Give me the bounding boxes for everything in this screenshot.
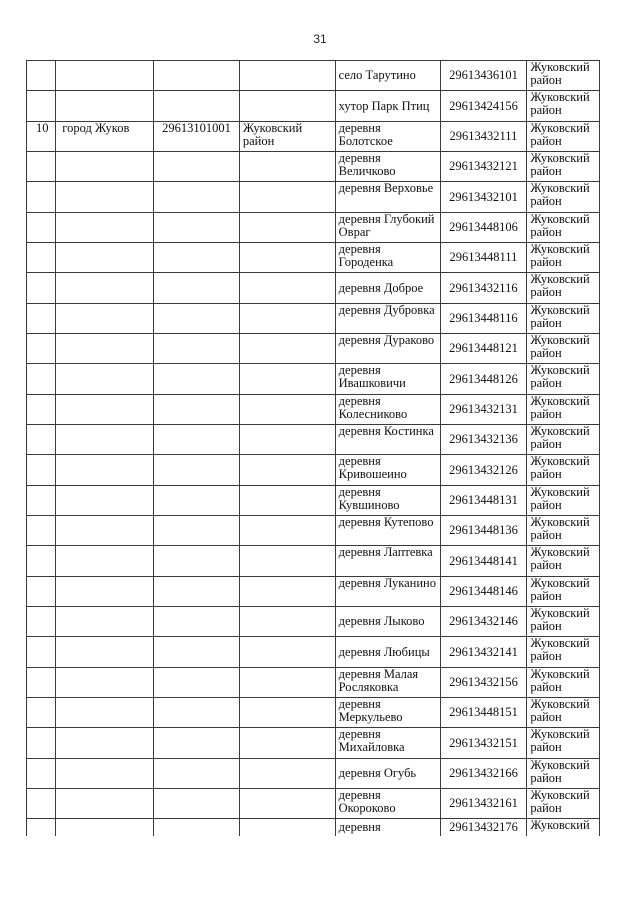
district-cell: Жуковский район (527, 789, 600, 819)
district-cell: Жуковский район (527, 728, 600, 759)
municipality-district-cell (239, 455, 335, 486)
municipality-cell (56, 61, 154, 91)
table-row (27, 91, 600, 122)
settlement-cell: деревня Верховье (335, 182, 440, 213)
row-number-cell (27, 607, 56, 637)
municipality-cell (56, 546, 154, 577)
row-number-cell (27, 304, 56, 334)
district-cell: Жуковский район (527, 364, 600, 395)
table-row (27, 668, 600, 698)
oktmo-cell: 29613432131 (440, 395, 527, 425)
row-number-cell (27, 243, 56, 273)
row-number-cell (27, 819, 56, 837)
municipality-district-cell (239, 577, 335, 607)
row-number-cell (27, 91, 56, 122)
district-cell: Жуковский район (527, 516, 600, 546)
district-cell: Жуковский район (527, 759, 600, 789)
oktmo-cell: 29613448151 (440, 698, 527, 728)
oktmo-cell: 29613448121 (440, 334, 527, 364)
settlement-cell: деревня Огубь (335, 759, 440, 789)
settlement-cell: деревня Луканино (335, 577, 440, 607)
district-cell: Жуковский район (527, 91, 600, 122)
municipality-cell (56, 759, 154, 789)
municipality-oktmo-cell (154, 668, 240, 698)
municipality-oktmo-cell (154, 182, 240, 213)
row-number-cell (27, 364, 56, 395)
municipality-district-cell (239, 182, 335, 213)
row-number-cell (27, 152, 56, 182)
settlement-cell: хутор Парк Птиц (335, 91, 440, 122)
municipality-cell (56, 728, 154, 759)
municipality-cell (56, 668, 154, 698)
municipality-district-cell (239, 304, 335, 334)
district-cell: Жуковский район (527, 546, 600, 577)
municipality-district-cell (239, 668, 335, 698)
row-number-cell (27, 516, 56, 546)
municipality-district-cell (239, 759, 335, 789)
municipality-oktmo-cell (154, 455, 240, 486)
district-cell: Жуковский район (527, 304, 600, 334)
table-row (27, 273, 600, 304)
municipality-cell (56, 91, 154, 122)
oktmo-cell: 29613448136 (440, 516, 527, 546)
row-number-cell (27, 577, 56, 607)
municipality-oktmo-cell (154, 819, 240, 837)
oktmo-cell: 29613432156 (440, 668, 527, 698)
district-cell: Жуковский район (527, 152, 600, 182)
municipality-district-cell (239, 728, 335, 759)
settlement-cell: деревня (335, 819, 440, 837)
table-row (27, 395, 600, 425)
settlement-cell: деревня Дураково (335, 334, 440, 364)
settlement-cell: деревня Лаптевка (335, 546, 440, 577)
municipality-district-cell (239, 607, 335, 637)
row-number-cell (27, 182, 56, 213)
row-number-cell (27, 455, 56, 486)
municipality-cell (56, 637, 154, 668)
municipality-cell (56, 425, 154, 455)
municipality-oktmo-cell (154, 789, 240, 819)
municipality-oktmo-cell (154, 486, 240, 516)
district-cell: Жуковский район (527, 182, 600, 213)
municipality-oktmo-cell (154, 91, 240, 122)
municipality-cell (56, 304, 154, 334)
municipality-oktmo-cell (154, 637, 240, 668)
oktmo-cell: 29613432176 (440, 819, 527, 837)
settlement-cell: деревня Лыково (335, 607, 440, 637)
oktmo-cell: 29613448116 (440, 304, 527, 334)
municipality-cell (56, 607, 154, 637)
settlement-cell: деревня Кувшиново (335, 486, 440, 516)
row-number-cell (27, 486, 56, 516)
district-cell: Жуковский район (527, 698, 600, 728)
oktmo-cell: 29613432146 (440, 607, 527, 637)
district-cell: Жуковский район (527, 425, 600, 455)
municipality-cell (56, 152, 154, 182)
table-row (27, 577, 600, 607)
municipality-oktmo-cell (154, 698, 240, 728)
district-cell: Жуковский район (527, 455, 600, 486)
oktmo-cell: 29613432116 (440, 273, 527, 304)
municipality-district-cell (239, 91, 335, 122)
settlement-cell: село Тарутино (335, 61, 440, 91)
municipality-cell (56, 273, 154, 304)
municipality-cell (56, 516, 154, 546)
municipality-oktmo-cell (154, 759, 240, 789)
table-row (27, 546, 600, 577)
table-row (27, 213, 600, 243)
district-cell: Жуковский район (527, 334, 600, 364)
oktmo-cell: 29613432141 (440, 637, 527, 668)
row-number-cell (27, 698, 56, 728)
table-row (27, 486, 600, 516)
table-row (27, 243, 600, 273)
district-cell: Жуковский район (527, 637, 600, 668)
municipality-oktmo-cell (154, 213, 240, 243)
settlement-cell: деревня Меркульево (335, 698, 440, 728)
municipality-district-cell (239, 273, 335, 304)
municipality-district-cell (239, 516, 335, 546)
row-number-cell (27, 668, 56, 698)
oktmo-cell: 29613448141 (440, 546, 527, 577)
municipality-oktmo-cell (154, 607, 240, 637)
municipality-cell (56, 819, 154, 837)
district-cell: Жуковский район (527, 213, 600, 243)
oktmo-cell: 29613424156 (440, 91, 527, 122)
table-row (27, 152, 600, 182)
municipality-district-cell (239, 789, 335, 819)
row-number-cell (27, 273, 56, 304)
municipality-district-cell (239, 546, 335, 577)
municipality-district-cell (239, 486, 335, 516)
municipality-district-cell (239, 61, 335, 91)
table-row (27, 607, 600, 637)
municipality-district-cell (239, 243, 335, 273)
settlement-cell: деревня Ивашковичи (335, 364, 440, 395)
table-row (27, 182, 600, 213)
oktmo-cell: 29613432121 (440, 152, 527, 182)
municipality-cell (56, 486, 154, 516)
district-cell: Жуковский район (527, 577, 600, 607)
municipality-cell (56, 698, 154, 728)
oktmo-cell: 29613448126 (440, 364, 527, 395)
table-row (27, 789, 600, 819)
municipality-district-cell: Жуковский район (239, 122, 335, 152)
municipality-district-cell (239, 637, 335, 668)
municipality-oktmo-cell (154, 61, 240, 91)
municipality-district-cell (239, 213, 335, 243)
table-row (27, 334, 600, 364)
settlement-cell: деревня Городенка (335, 243, 440, 273)
row-number-cell (27, 334, 56, 364)
municipality-oktmo-cell (154, 577, 240, 607)
oktmo-cell: 29613432151 (440, 728, 527, 759)
municipality-district-cell (239, 425, 335, 455)
municipality-district-cell (239, 395, 335, 425)
municipality-oktmo-cell (154, 425, 240, 455)
oktmo-cell: 29613432126 (440, 455, 527, 486)
table-row (27, 819, 600, 837)
municipality-district-cell (239, 819, 335, 837)
municipality-oktmo-cell (154, 395, 240, 425)
settlements-table (26, 60, 600, 836)
municipality-cell (56, 243, 154, 273)
municipality-cell: город Жуков (56, 122, 154, 152)
row-number-cell (27, 213, 56, 243)
row-number-cell (27, 425, 56, 455)
district-cell: Жуковский район (527, 486, 600, 516)
municipality-district-cell (239, 334, 335, 364)
municipality-oktmo-cell (154, 516, 240, 546)
table-row (27, 61, 600, 91)
page-number: 31 (313, 32, 327, 46)
municipality-district-cell (239, 698, 335, 728)
oktmo-cell: 29613432111 (440, 122, 527, 152)
settlement-cell: деревня Михайловка (335, 728, 440, 759)
settlement-cell: деревня Костинка (335, 425, 440, 455)
district-cell: Жуковский (527, 819, 600, 837)
settlement-cell: деревня Колесниково (335, 395, 440, 425)
municipality-oktmo-cell (154, 546, 240, 577)
municipality-oktmo-cell (154, 304, 240, 334)
municipality-oktmo-cell (154, 243, 240, 273)
municipality-cell (56, 395, 154, 425)
table-row (27, 122, 600, 152)
settlement-cell: деревня Болотское (335, 122, 440, 152)
oktmo-cell: 29613432166 (440, 759, 527, 789)
oktmo-cell: 29613432161 (440, 789, 527, 819)
row-number-cell (27, 61, 56, 91)
table-row (27, 728, 600, 759)
settlement-cell: деревня Малая Росляковка (335, 668, 440, 698)
municipality-oktmo-cell (154, 152, 240, 182)
municipality-cell (56, 334, 154, 364)
table-row (27, 304, 600, 334)
table-row (27, 637, 600, 668)
row-number-cell (27, 789, 56, 819)
oktmo-cell: 29613448106 (440, 213, 527, 243)
table-row (27, 759, 600, 789)
municipality-cell (56, 213, 154, 243)
oktmo-cell: 29613436101 (440, 61, 527, 91)
municipality-cell (56, 455, 154, 486)
table-row (27, 425, 600, 455)
municipality-cell (56, 789, 154, 819)
municipality-oktmo-cell: 29613101001 (154, 122, 240, 152)
table-row (27, 364, 600, 395)
district-cell: Жуковский район (527, 395, 600, 425)
settlement-cell: деревня Кривошеино (335, 455, 440, 486)
row-number-cell (27, 759, 56, 789)
table-row (27, 516, 600, 546)
municipality-oktmo-cell (154, 728, 240, 759)
municipality-cell (56, 364, 154, 395)
district-cell: Жуковский район (527, 122, 600, 152)
row-number-cell (27, 395, 56, 425)
district-cell: Жуковский район (527, 607, 600, 637)
row-number-cell (27, 728, 56, 759)
row-number-cell: 10 (27, 122, 56, 152)
municipality-oktmo-cell (154, 364, 240, 395)
district-cell: Жуковский район (527, 61, 600, 91)
oktmo-cell: 29613448131 (440, 486, 527, 516)
settlement-cell: деревня Доброе (335, 273, 440, 304)
municipality-oktmo-cell (154, 273, 240, 304)
oktmo-cell: 29613432101 (440, 182, 527, 213)
table-row (27, 698, 600, 728)
settlement-cell: деревня Любицы (335, 637, 440, 668)
district-cell: Жуковский район (527, 243, 600, 273)
oktmo-cell: 29613448146 (440, 577, 527, 607)
municipality-district-cell (239, 364, 335, 395)
settlement-cell: деревня Величково (335, 152, 440, 182)
table-body (27, 61, 600, 837)
settlement-cell: деревня Окороково (335, 789, 440, 819)
row-number-cell (27, 546, 56, 577)
municipality-cell (56, 577, 154, 607)
municipality-cell (56, 182, 154, 213)
district-cell: Жуковский район (527, 273, 600, 304)
municipality-district-cell (239, 152, 335, 182)
row-number-cell (27, 637, 56, 668)
oktmo-cell: 29613432136 (440, 425, 527, 455)
settlement-cell: деревня Дубровка (335, 304, 440, 334)
settlement-cell: деревня Глубокий Овраг (335, 213, 440, 243)
table-row (27, 455, 600, 486)
district-cell: Жуковский район (527, 668, 600, 698)
settlement-cell: деревня Кутепово (335, 516, 440, 546)
oktmo-cell: 29613448111 (440, 243, 527, 273)
municipality-oktmo-cell (154, 334, 240, 364)
